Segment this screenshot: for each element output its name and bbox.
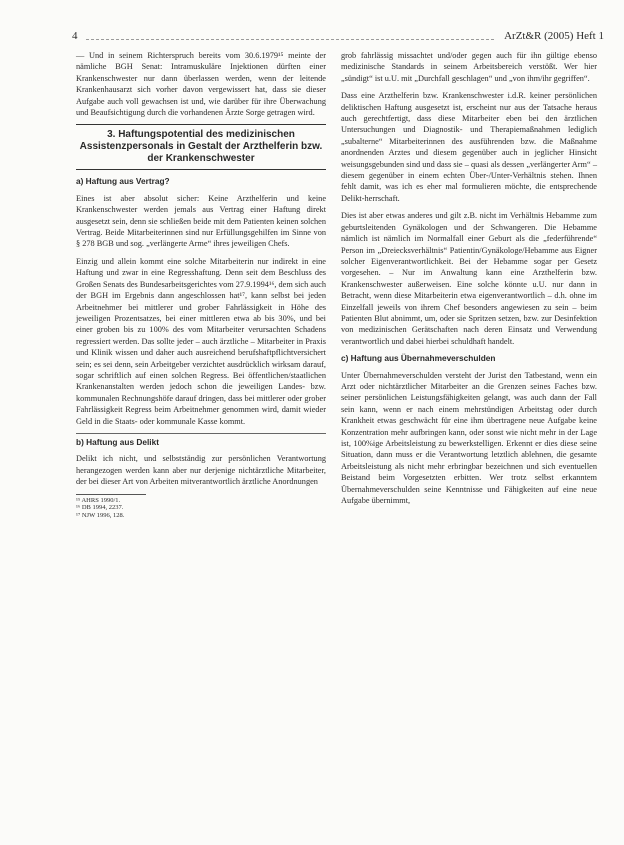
footnote: ¹⁵ AHRS 1990/1. <box>76 496 121 504</box>
page-header <box>72 30 604 46</box>
paragraph: Einzig und allein kommt eine solche Mitarbeiterin nur indirekt in eine Haftung und zwar in eine Regresshaftung. Denn seit dem Beschluss des Großen Senats des Bundesarbeitsgerichtes vom 27.9.1994¹⁶, dem sich auch der BGH im Ergebnis dann angeschlossen hat¹⁷, kann selbst bei jeden Arbeitnehmer bei mittlerer und grober Fahrlässigkeit in Höhe des jeweiligen Prozentsatzes, bei einer mittleren etwa ab bis 30%, und bei einer groben bis zu 100% des vom Mitarbeiter verursachten Schadens regressiert werden. Das sollte jeder – auch ärztliche – Mitarbeiter in Praxis und Klinik wissen und daher auch ausreichend berufshaftpflichtversichert sein; es sei denn, sein Arbeitgeber verzichtet ausdrücklich wirksam darauf, sogar schriftlich auf einen solchen Regress. Bei öffentlichen/staatlichen Krankenanstalten werden jedoch schon die jeweiligen Landes- bzw. kommunalen Rechnungshöfe darauf dringen, dass bei mittlerer oder grober Fahrlässigkeit Regress beim Arbeitnehmer genommen wird, damit wieder Geld in die Staats- oder kommunale Kasse kommt. <box>76 256 326 426</box>
paragraph: grob fahrlässig missachtet und/oder gegen auch für ihn gültige ebenso medizinische Standards in seinem Arbeitsbereich verstößt. Wer hier „sündigt“ ist u.U. mit „Durchfall geschlagen“ und „von ihm/ihr gegriffen“. <box>341 51 597 83</box>
journal-reference: ArZt&R (2005) Heft 1 <box>504 30 604 42</box>
footnote-rule <box>76 494 146 495</box>
paragraph: Eines ist aber absolut sicher: Keine Arzthelferin und keine Krankenschwester werden jemals aus Vertrag einer Haftung direkt ausgesetzt sein, denn sie schließen beide mit dem Patienten keinen solchen Vertrag. Beide Mitarbeiterinnen sind nur Erfüllungsgehilfen im Sinne von § 278 BGB und sog. „verlängerte Arme“ ihres jeweiligen Chefs. <box>76 193 326 249</box>
paragraph: Dass eine Arzthelferin bzw. Krankenschwester i.d.R. keiner persönlichen deliktischen Haftung ausgesetzt ist, erscheint nur aus der Tatsache heraus auch gerechtfertigt, dass diese Mitarbeiter eben bei den ärztlichen Untersuchungen und Diagnostik- und Therapiemaßnahmen lediglich „subalterne“ Mitarbeiterinnen des ausführenden bzw. die Maßnahme anordnenden Arztes und diesem gegenüber auch in jeglicher Hinsicht weisungsgebunden sind und dass sie – quasi als dessen „verlängerter Arm“ – diesem gegenüber in einem echten Über-/Unter-Verhältnis stehen. Ihnen fehlt damit, was ich es eher mal formulieren möchte, die entsprechende Delikt-herrschaft. <box>341 91 597 203</box>
subheading-takeover-fault: c) Haftung aus Übernahmeverschulden <box>341 353 496 364</box>
footnote: ¹⁷ NJW 1996, 128. <box>76 511 125 519</box>
paragraph: — Und in seinem Richterspruch bereits vom 30.6.1979¹⁵ meinte der nämliche BGH Senat: Intramuskuläre Injektionen dürften einer Krankenschwester nur dann überlassen werden, wenn der leitende Krankenhausarzt sich vorher davon vergewissert hat, dass sie dieser Aufgabe auch voll gewachsen ist und, wie darüber für ihre Überwachung und Beaufsichtigung durch die vorhandenen Ärzte Sorge getragen wird. <box>76 51 326 118</box>
right-column <box>341 50 597 512</box>
section-heading: 3. Haftungspotential des medizinischen Assistenzpersonals in Gestalt der Arzthelferin bzw. der Krankenschwester <box>76 124 326 170</box>
subheading-delict: b) Haftung aus Delikt <box>76 433 326 448</box>
paragraph: Dies ist aber etwas anderes und gilt z.B. nicht im Verhältnis Hebamme zum geburtsleitenden Gynäkologen und der Schwangeren. Die Hebamme nämlich ist nämlich im Normalfall einer Geburt als die „federführende“ Person im „Dreiecksverhältnis“ Patientin/Gynäkologe/Hebamme aus Eigner solcher Eigenverantwortlichkeit. Bei der Hebamme sogar per Gesetz vorgesehen. – Nur im Anwaltung kann eine Arzthelferin bzw. Krankenschwester außerweisen. Eine solche könnte u.U. nur dann in Betracht, wenn diese Mitarbeiterin etwa eigenverantwortlich – d.h. ohne im Einzelfall jeweils von ihrem Chef besonders angewiesen zu sein – beim Patienten Blut abnimmt, um, oder sie Spritzen setzen, bzw. zur Desinfektion von medizinischen Gerätschaften nach deren Einsatz und Verwendung verantwortlich und dabei hierbei schuldhaft handelt. <box>341 211 597 346</box>
left-column <box>76 50 326 519</box>
subheading-contract: a) Haftung aus Vertrag? <box>76 176 170 187</box>
page-number: 4 <box>72 30 78 42</box>
footnote: ¹⁶ DB 1994, 2237. <box>76 504 124 512</box>
paragraph: Delikt ich nicht, und selbstständig zur persönlichen Verantwortung herangezogen werden kann aber nur derjenige nichtärztliche Mitarbeiter, der bei dieser Art von Arbeiten mitverantwortlich ärztliche Anordnungen <box>76 454 326 487</box>
header-rule <box>86 39 494 40</box>
paragraph: Unter Übernahmeverschulden versteht der Jurist den Tatbestand, wenn ein Arzt oder nichtärztlicher Mitarbeiter an die Grenzen seines Faches bzw. seiner persönlichen Leistungsfähigkeiten gelangt, was auch dann der Fall sein kann, wenn er nach einem mehrstündigen Arbeitstag oder durch Krankheit etwas geschwächt für eine ihm übertragene neue Aufgabe keine Konzentration mehr aufbringen kann, oder sonst wie nicht mehr in der Lage ist, 100%ige Arbeitsleistung zu bewerkstelligen. Erkennt er dies diese seine Situation, dann muss er die Verantwortung letztlich ablehnen, die gesamte Arbeitsleistung als nicht mehr erbringbar bezeichnen und sich eventuellen Beistand beim Vorgesetzten erbitten. Wer trotz selbst erkanntem Übernahmeverschulden seine Kenntnisse und Fähigkeiten auf eine neue Aufgabe übernimmt, <box>341 370 597 506</box>
